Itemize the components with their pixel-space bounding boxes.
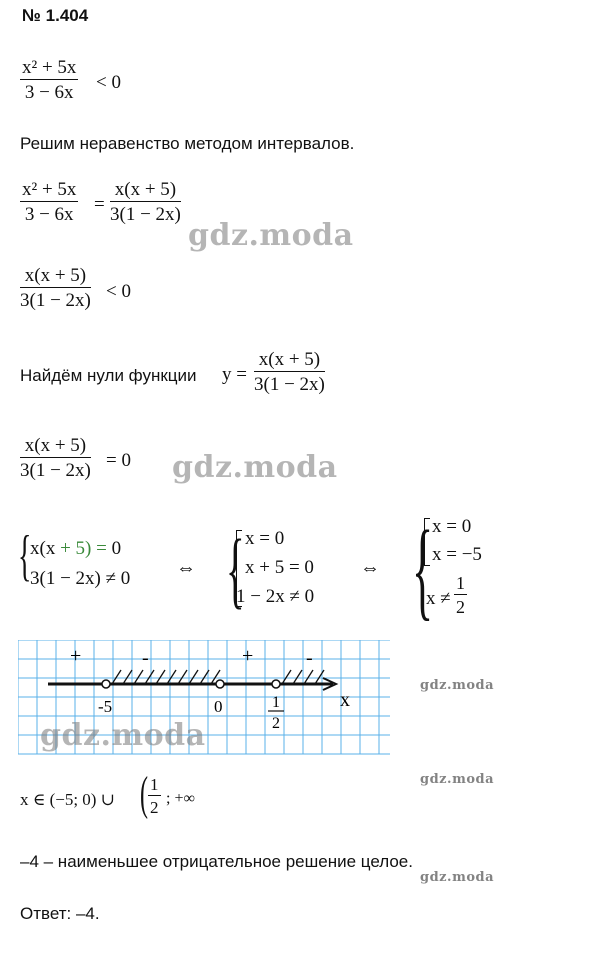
zeros-fn-lhs: y = [222, 364, 247, 385]
zero-eq-fraction [20, 436, 91, 480]
answer-set-paren: ( [140, 767, 148, 820]
factor-lhs-fraction [20, 180, 78, 224]
label-zero: 0 [214, 697, 223, 716]
system2-brace: { [226, 521, 245, 617]
system1-line1 [30, 538, 121, 560]
label-half-num: 1 [272, 694, 280, 711]
system3-line2: x = −5 [432, 544, 482, 565]
sign-2: - [142, 647, 149, 669]
system3-fraction [454, 574, 467, 616]
hatch-stroke [156, 670, 165, 684]
answer-set-prefix: x ∈ (−5; 0) ∪ [20, 790, 115, 809]
system3-line1: x = 0 [432, 516, 472, 537]
factor-rhs-denominator: 3(1 − 2x) [110, 204, 181, 225]
factor-equals: = [94, 194, 105, 215]
answer-set-frac-den: 2 [150, 798, 159, 817]
conclusion-text: –4 – наименьшее отрицательное решение целое. [20, 852, 413, 871]
system2-line1: x = 0 [245, 528, 285, 549]
factored-ineq-fraction [20, 266, 91, 310]
system1-line2: 3(1 − 2x) ≠ 0 [30, 568, 131, 589]
watermark-small-3: gdz.moda [420, 870, 495, 885]
hatch-stroke [293, 670, 302, 684]
zeros-fn-denominator: 3(1 − 2x) [254, 374, 325, 395]
system1-brace: { [18, 525, 32, 587]
hatch-stroke [123, 670, 132, 684]
zeros-text: Найдём нули функции [20, 366, 197, 385]
hatch-stroke [304, 670, 313, 684]
factor-rhs-numerator: x(x + 5) [110, 180, 181, 202]
answer-set-suffix: ; +∞ [166, 790, 195, 807]
system2-line3: 1 − 2x ≠ 0 [236, 586, 315, 607]
hatch-stroke [178, 670, 187, 684]
watermark-2: gdz.moda [172, 450, 338, 485]
hatch-stroke [282, 670, 291, 684]
answer-text: Ответ: –4. [20, 904, 100, 923]
point-one-half [272, 680, 280, 688]
zeros-fn-numerator: x(x + 5) [254, 350, 325, 372]
inequality-numerator: x² + 5x [22, 57, 77, 78]
label-minus-5: -5 [98, 697, 113, 716]
inequality-fraction [20, 58, 78, 102]
inequality-denominator: 3 − 6x [24, 82, 74, 103]
watermark-1: gdz.moda [188, 218, 354, 253]
hatch-stroke [145, 670, 154, 684]
answer-set-frac-num: 1 [150, 775, 159, 794]
factored-ineq-denominator: 3(1 − 2x) [20, 290, 91, 311]
sign-1: + [70, 645, 82, 667]
watermark-small-1: gdz.moda [420, 678, 495, 693]
system2-line2: x + 5 = 0 [245, 557, 314, 578]
system1-line1-text: x(x + 5) = 0 [30, 538, 122, 559]
watermark-small-2: gdz.moda [420, 772, 495, 787]
factored-ineq-rhs: < 0 [106, 281, 131, 302]
watermark-3: gdz.moda [40, 718, 206, 753]
point-minus-5 [102, 680, 110, 688]
hatch-stroke [189, 670, 198, 684]
zero-eq-denominator: 3(1 − 2x) [20, 460, 91, 481]
system3-bracket [424, 518, 430, 566]
method-text: Решим неравенство методом интервалов. [20, 134, 355, 153]
equivalence-arrow-2: ⇔ [360, 557, 380, 579]
factor-rhs-fraction [110, 180, 181, 224]
system3-line3: x ≠ [426, 588, 451, 609]
hatch-stroke [315, 670, 324, 684]
system3-brace: { [412, 508, 434, 630]
zeros-fn-fraction [254, 350, 325, 394]
axis-label-x: x [340, 689, 350, 711]
sign-3: + [242, 645, 254, 667]
system1-green-part: + 5) = [60, 538, 107, 559]
system3-frac-num: 1 [456, 573, 465, 593]
problem-number: № 1.404 [22, 6, 89, 25]
factor-lhs-numerator: x² + 5x [22, 179, 77, 200]
system3-frac-den: 2 [456, 597, 465, 617]
sign-4: - [306, 647, 313, 669]
answer-set-fraction [148, 776, 161, 816]
zero-eq-numerator: x(x + 5) [20, 436, 91, 458]
hatch-stroke [134, 670, 143, 684]
equivalence-arrow-1: ⇔ [176, 557, 196, 579]
factored-ineq-numerator: x(x + 5) [20, 266, 91, 288]
point-zero [216, 680, 224, 688]
label-half-den: 2 [272, 715, 280, 732]
hatch-stroke [167, 670, 176, 684]
factor-lhs-denominator: 3 − 6x [24, 204, 74, 225]
inequality-rhs: < 0 [96, 72, 121, 93]
zero-eq-rhs: = 0 [106, 450, 131, 471]
